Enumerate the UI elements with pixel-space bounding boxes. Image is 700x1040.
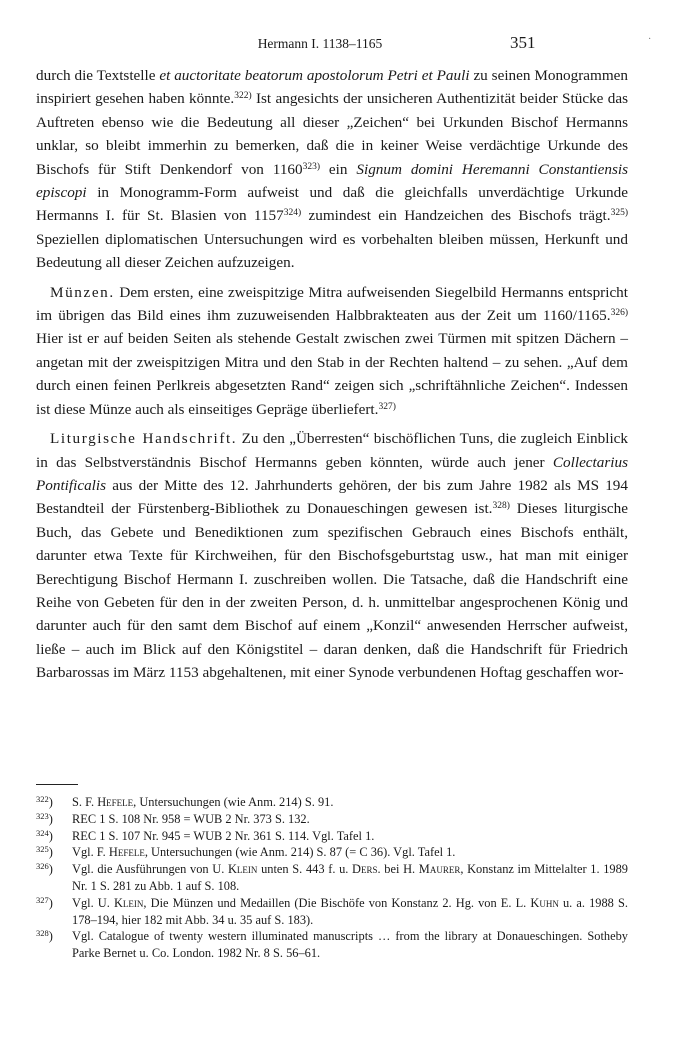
footnote-number: $^{327}$) — [36, 894, 53, 910]
footnote-separator — [36, 784, 78, 785]
footnote-ref[interactable]: 327) — [378, 401, 396, 412]
footnote-number: $^{326}$) — [36, 861, 53, 877]
paragraph-monogramme: durch die Textstelle et auctoritate beatorum apostolorum Petri et Pauli zu seinen Monogrammen inspiriert gesehen haben könnte.$^{322)}$ Ist angesichts der unsicheren Authentizität beider Stücke das Auftreten ebenso wie die Bedeutung all dieser „Zeichen“ bei Urkunden Bischof Hermanns unklar, so bleibt immerhin zu bemerken, daß die in keiner Weise verdächtige Urkunde des Bischofs für Stift Denkendorf von 1160$^{323)}$ ein Signum domini Heremanni Constantiensis episcopi in Monogramm-Form aufweist und daß die gleichfalls unverdächtige Urkunde Hermanns I. für St. Blasien von 1157$^{324)}$ zumindest ein Handzeichen des Bischofs trägt.$^{325)}$ Speziellen diplomatischen Untersuchungen wird es vorbehalten bleiben müssen, Herkunft und Bedeutung all dieser Zeichen aufzuzeigen. — [36, 67, 629, 272]
footnotes — [36, 794, 628, 962]
footnote-328: $^{328}$) Vgl. Catalogue of twenty western illuminated manuscripts … from the library at Donaueschingen. Sotheby Parke Bernet u. Co. London. 1982 Nr. 8 S. 56–61. — [36, 928, 628, 961]
footnote-number: $^{328}$) — [36, 928, 53, 944]
footnote-325: $^{325}$) Vgl. F. Hefele, Untersuchungen (wie Anm. 214) S. 87 (= C 36). Vgl. Tafel 1. — [36, 844, 456, 860]
footnote-ref[interactable]: 323) — [302, 161, 321, 172]
running-head-title: Hermann I. 1138–1165 — [257, 36, 383, 51]
paragraph-handschrift: Liturgische Handschrift. Zu den „Überresten“ bischöflichen Tuns, die zugleich Einblick in das Selbstverständnis Bischof Hermanns geben könnten, würde auch jener Collectarius Pontificalis aus der Mitte des 12. Jahrhunderts gehören, der bis zum Jahre 1982 als MS 194 Bestandteil der Fürstenberg-Bibliothek zu Donaueschingen gewesen ist.$^{328)}$ Dieses liturgische Buch, das Gebete und Benediktionen zum spezifischen Gebrauch eines Bischofs enthält, darunter etwa Texte für Kirchweihen, für den Bischofsgeburtstag usw., hat man mit einiger Berechtigung Bischof Hermann I. zuschreiben wollen. Die Tatsache, daß die Handschrift eine Reihe von Gebeten für den in der zweiten Person, d. h. unmittelbar angesprochenen König und darunter auch für den samt dem Bischof auf einem „Konzil“ anwesenden Herrscher aufweist, ließe – auch im Blick auf den Königstitel – daran denken, daß die Handschrift für Friedrich Barbarossas im März 1153 abgehaltenen, mit einer Synode verbundenen Hoftag geschaffen wor- — [36, 430, 629, 682]
footnote-ref[interactable]: 322) — [234, 91, 252, 102]
section-heading: Liturgische Handschrift. — [50, 430, 238, 448]
paragraph-muenzen: Münzen. Dem ersten, eine zweispitzige Mitra aufweisenden Siegelbild Hermanns entspricht im übrigen das Bild eines ihm zuzuweisenden Halbbrakteaten aus der Zeit um 1160/1165.$^{326)}$ Hier ist er auf beiden Seiten als stehende Gestalt zwischen zwei Türmen mit spitzen Dächern – angetan mit der zweispitzigen Mitra und den Stab in der Rechten haltend – zu sehen. „Auf dem durch einen feinen Perlkreis abgesetzten Rand“ zeigen sich „schriftähnliche Zeichen“. Indessen ist diese Münze auch als einseitiges Gepräge überliefert.$^{327)}$ — [36, 283, 628, 418]
body-text — [36, 64, 628, 685]
footnote-ref[interactable]: 324) — [283, 208, 302, 219]
section-heading: Münzen. — [50, 283, 115, 301]
page-number: 351 — [510, 33, 536, 52]
footnote-number: $^{325}$) — [36, 844, 53, 860]
footnote-number: $^{323}$) — [36, 810, 53, 826]
footnote-ref[interactable]: 326) — [610, 308, 628, 319]
footnote-number: $^{322}$) — [36, 794, 53, 809]
footnote-324: $^{324}$) REC 1 S. 107 Nr. 945 = WUB 2 Nr. 361 S. 114. Vgl. Tafel 1. — [36, 827, 375, 843]
latin-quote: Signum domini Heremanni Constantiensis episcopi — [36, 160, 629, 202]
latin-quote: et auctoritate beatorum apostolorum Petri et Pauli — [159, 67, 470, 84]
footnote-ref[interactable]: 325) — [610, 208, 628, 219]
running-head — [0, 33, 700, 56]
footnote-ref[interactable]: 328) — [492, 501, 510, 512]
margin-mark: · — [648, 34, 652, 45]
footnote-number: $^{324}$) — [36, 827, 53, 843]
footnote-327: $^{327}$) Vgl. U. Klein, Die Münzen und Medaillen (Die Bischöfe von Konstanz 2. Hg. von E. L. Kuhn u. a. 1988 S. 178–194, hier 182 mit Abb. 34 u. 35 auf S. 183). — [36, 894, 628, 927]
latin-title: Collectarius Pontificalis — [36, 453, 628, 494]
footnote-326: $^{326}$) Vgl. die Ausführungen von U. Klein unten S. 443 f. u. Ders. bei H. Maurer, Konstanz im Mittelalter 1. 1989 Nr. 1 S. 281 zu Abb. 1 auf S. 108. — [36, 861, 628, 893]
footnote-322: $^{322}$) S. F. Hefele, Untersuchungen (wie Anm. 214) S. 91. — [36, 794, 334, 809]
footnote-323: $^{323}$) REC 1 S. 108 Nr. 958 = WUB 2 Nr. 373 S. 132. — [36, 810, 310, 826]
